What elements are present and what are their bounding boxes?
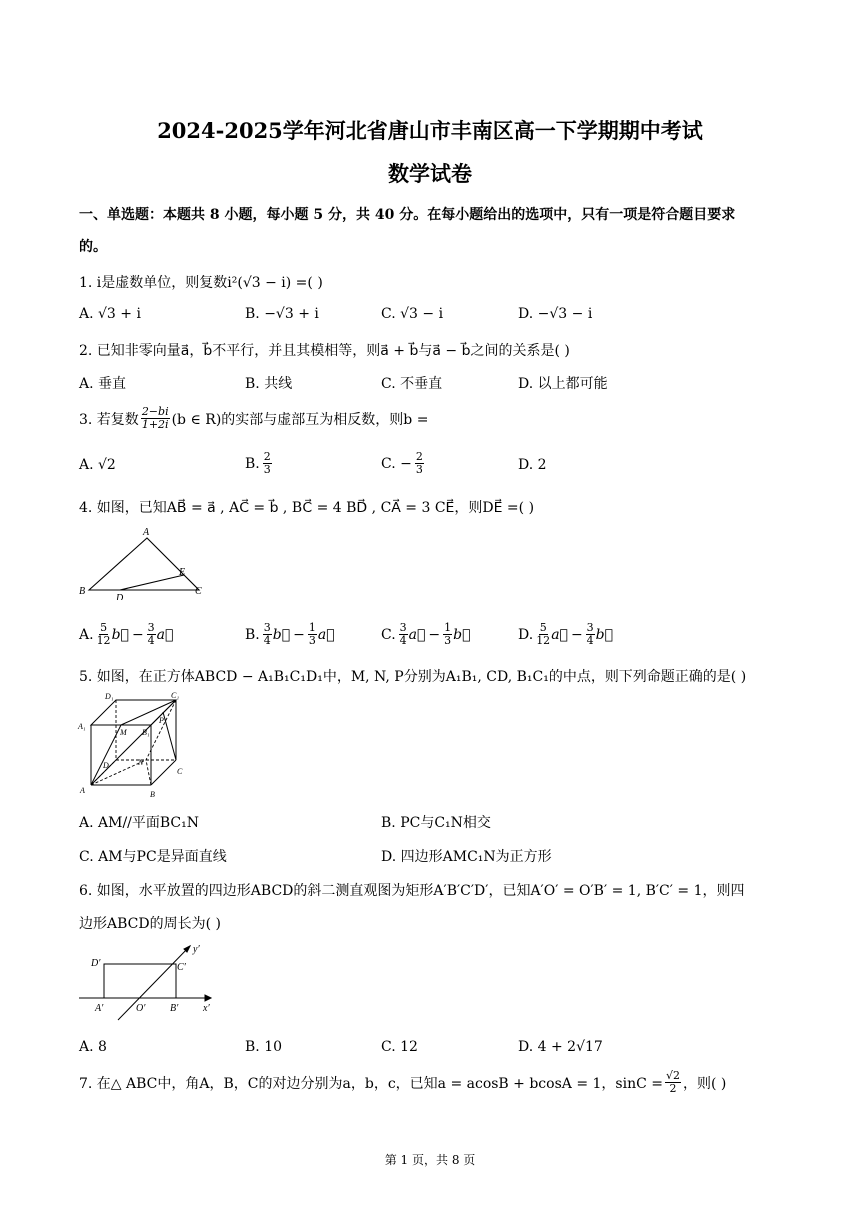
q3-suffix: (b ∈ R)的实部与虚部互为相反数，则b = bbox=[171, 411, 429, 428]
fig6-label-b: B′ bbox=[170, 1003, 179, 1014]
q3-frac-num: 2−bi bbox=[141, 405, 169, 418]
q3-option-b-frac bbox=[263, 451, 272, 476]
q4-option-b bbox=[245, 622, 335, 647]
question-5-stem: 5. 如图，在正方体ABCD − A₁B₁C₁D₁中，M, N, P分别为A₁B₁, CD, B₁C₁的中点，则下列命题正确的是( ) bbox=[79, 669, 747, 685]
question-6-stem-cont: 边形ABCD的周长为( ) bbox=[79, 916, 221, 932]
q4d-n1: 5 bbox=[539, 621, 547, 634]
fig4-label-d: D bbox=[116, 593, 124, 600]
fig5-label-n: N bbox=[138, 758, 144, 767]
fig4-label-a: A bbox=[143, 527, 150, 538]
fig6-label-o: O′ bbox=[136, 1003, 146, 1014]
q4c-d2: 3 bbox=[444, 634, 452, 647]
q7-frac-den: 2 bbox=[669, 1082, 677, 1095]
question-4-stem: 4. 如图，已知AB⃗ = a⃗ , AC⃗ = b⃗ , BC⃗ = 4 BD⃗ , CA⃗ = 3 CE⃗，则DE⃗ =( ) bbox=[79, 500, 535, 516]
q4d-op: − bbox=[570, 626, 583, 643]
q3-option-b bbox=[245, 451, 272, 476]
q4c-op: − bbox=[428, 626, 441, 643]
section-heading-cont: 的。 bbox=[79, 239, 107, 255]
fig6-label-a: A′ bbox=[95, 1003, 104, 1014]
q4c-frac1 bbox=[399, 622, 408, 647]
q5-option-d: D. 四边形AMC₁N为正方形 bbox=[381, 849, 552, 865]
q4a-op: − bbox=[131, 626, 144, 643]
exam-subtitle: 数学试卷 bbox=[388, 161, 472, 186]
q6-option-c: C. 12 bbox=[381, 1039, 418, 1055]
q4d-frac1 bbox=[536, 622, 550, 647]
q6-option-a: A. 8 bbox=[79, 1039, 107, 1055]
q4a-v2: a⃗ bbox=[156, 626, 174, 643]
fig5-label-a1: A₁ bbox=[78, 722, 86, 731]
fig5-label-p: P bbox=[159, 716, 164, 725]
q2-option-d: D. 以上都可能 bbox=[518, 376, 608, 392]
q2-option-c: C. 不垂直 bbox=[381, 376, 443, 392]
exam-title: 2024-2025学年河北省唐山市丰南区高一下学期期中考试 bbox=[157, 118, 703, 143]
q1-option-c: C. √3 − i bbox=[381, 306, 444, 322]
q3-option-c-num: 2 bbox=[415, 450, 423, 463]
q1-option-a: A. √3 + i bbox=[79, 306, 141, 322]
section-heading: 一、单选题：本题共 8 小题，每小题 5 分，共 40 分。在每小题给出的选项中，只有一项是符合题目要求 bbox=[79, 207, 736, 223]
q6-option-d: D. 4 + 2√17 bbox=[518, 1039, 603, 1055]
cube-figure bbox=[76, 690, 196, 805]
q3-option-d: D. 2 bbox=[518, 457, 547, 473]
q4c-d1: 4 bbox=[399, 634, 407, 647]
q4b-n2: 1 bbox=[308, 621, 316, 634]
q3-option-c-label: C. − bbox=[381, 455, 412, 472]
question-6-stem: 6. 如图，水平放置的四边形ABCD的斜二测直观图为矩形A′B′C′D′，已知A′O′ = O′B′ = 1, B′C′ = 1，则四 bbox=[79, 883, 745, 899]
q4b-d2: 3 bbox=[308, 634, 316, 647]
q4c-v2: b⃗ bbox=[453, 626, 471, 643]
fig5-label-d1: D₁ bbox=[105, 692, 114, 701]
q5-option-b: B. PC与C₁N相交 bbox=[381, 815, 491, 831]
triangle-figure bbox=[76, 524, 216, 600]
q4a-v1: b⃗ bbox=[111, 626, 129, 643]
q3-option-b-den: 3 bbox=[263, 463, 271, 476]
q4b-frac2 bbox=[308, 622, 317, 647]
question-2-stem: 2. 已知非零向量a⃗，b⃗不平行，并且其模相等，则a⃗ + b⃗与a⃗ − b⃗之间的关系是( ) bbox=[79, 343, 570, 359]
q3-option-c bbox=[381, 451, 424, 476]
q4-option-c bbox=[381, 622, 471, 647]
q7-suffix: ，则( ) bbox=[683, 1075, 727, 1092]
question-1-stem: 1. i是虚数单位，则复数i²(√3 − i) =( ) bbox=[79, 275, 323, 291]
q4-option-a bbox=[79, 622, 173, 647]
fig6-label-d: D′ bbox=[91, 958, 101, 969]
q4b-n1: 3 bbox=[263, 621, 271, 634]
q4b-v2: a⃗ bbox=[317, 626, 335, 643]
q4c-n1: 3 bbox=[399, 621, 407, 634]
fig4-label-e: E bbox=[179, 567, 186, 578]
q4c-label: C. bbox=[381, 626, 396, 643]
fig5-label-c: C bbox=[177, 767, 183, 776]
fig4-label-c: C bbox=[195, 586, 202, 597]
q4d-frac2 bbox=[586, 622, 595, 647]
fig5-label-c1: C₁ bbox=[171, 691, 180, 700]
q4d-d2: 4 bbox=[586, 634, 594, 647]
q2-option-b: B. 共线 bbox=[245, 376, 293, 392]
oblique-figure bbox=[76, 940, 226, 1022]
q5-option-a: A. AM//平面BC₁N bbox=[79, 815, 200, 831]
fig5-label-b: B bbox=[150, 790, 155, 799]
q4d-d1: 12 bbox=[536, 634, 551, 647]
q7-fraction bbox=[665, 1070, 681, 1095]
q3-option-b-num: 2 bbox=[263, 450, 271, 463]
q4a-label: A. bbox=[79, 626, 94, 643]
q3-option-b-label: B. bbox=[245, 455, 260, 472]
q4b-frac1 bbox=[263, 622, 272, 647]
q4a-frac1 bbox=[97, 622, 111, 647]
q4d-v1: a⃗ bbox=[551, 626, 568, 643]
fig5-label-b1: B₁ bbox=[142, 728, 150, 737]
q4b-label: B. bbox=[245, 626, 260, 643]
fig6-label-c: C′ bbox=[177, 962, 186, 973]
q4d-v2: b⃗ bbox=[595, 626, 614, 643]
q4a-d2: 4 bbox=[147, 634, 155, 647]
q5-option-c: C. AM与PC是异面直线 bbox=[79, 849, 227, 865]
fig6-label-y: y′ bbox=[193, 944, 200, 955]
q3-fraction bbox=[141, 406, 170, 431]
q4b-op: − bbox=[293, 626, 305, 643]
q7-prefix: 7. 在△ ABC中，角A，B，C的对边分别为a，b，c，已知a = acosB + bcosA = 1，sinC = bbox=[79, 1075, 663, 1092]
q6-option-b: B. 10 bbox=[245, 1039, 283, 1055]
q2-option-a: A. 垂直 bbox=[79, 376, 127, 392]
fig6-label-x: x′ bbox=[203, 1003, 210, 1014]
q4a-d1: 12 bbox=[96, 634, 111, 647]
page-footer: 第 1 页，共 8 页 bbox=[384, 1153, 476, 1167]
q4a-n1: 5 bbox=[100, 621, 108, 634]
question-7-stem bbox=[79, 1070, 726, 1095]
fig5-label-a: A bbox=[80, 786, 85, 795]
q4c-frac2 bbox=[443, 622, 452, 647]
q4-option-d bbox=[518, 622, 613, 647]
question-3-stem bbox=[79, 406, 428, 431]
q7-frac-num: √2 bbox=[666, 1069, 681, 1082]
q1-option-b: B. −√3 + i bbox=[245, 306, 319, 322]
q1-option-d: D. −√3 − i bbox=[518, 306, 593, 322]
q4c-v1: a⃗ bbox=[408, 626, 426, 643]
q4c-n2: 1 bbox=[444, 621, 452, 634]
q3-option-c-den: 3 bbox=[415, 463, 423, 476]
q4b-v1: b⃗ bbox=[272, 626, 291, 643]
q4a-frac2 bbox=[147, 622, 156, 647]
q3-frac-den: 1+2i bbox=[141, 418, 169, 431]
q3-prefix: 3. 若复数 bbox=[79, 411, 139, 428]
q4a-n2: 3 bbox=[147, 621, 155, 634]
fig5-label-m: M bbox=[120, 728, 127, 737]
fig5-label-d: D bbox=[103, 761, 109, 770]
q3-option-c-frac bbox=[415, 451, 424, 476]
q3-option-a: A. √2 bbox=[79, 457, 116, 473]
q4d-n2: 3 bbox=[586, 621, 594, 634]
q4b-d1: 4 bbox=[263, 634, 271, 647]
fig4-label-b: B bbox=[79, 586, 86, 597]
q4d-label: D. bbox=[518, 626, 534, 643]
